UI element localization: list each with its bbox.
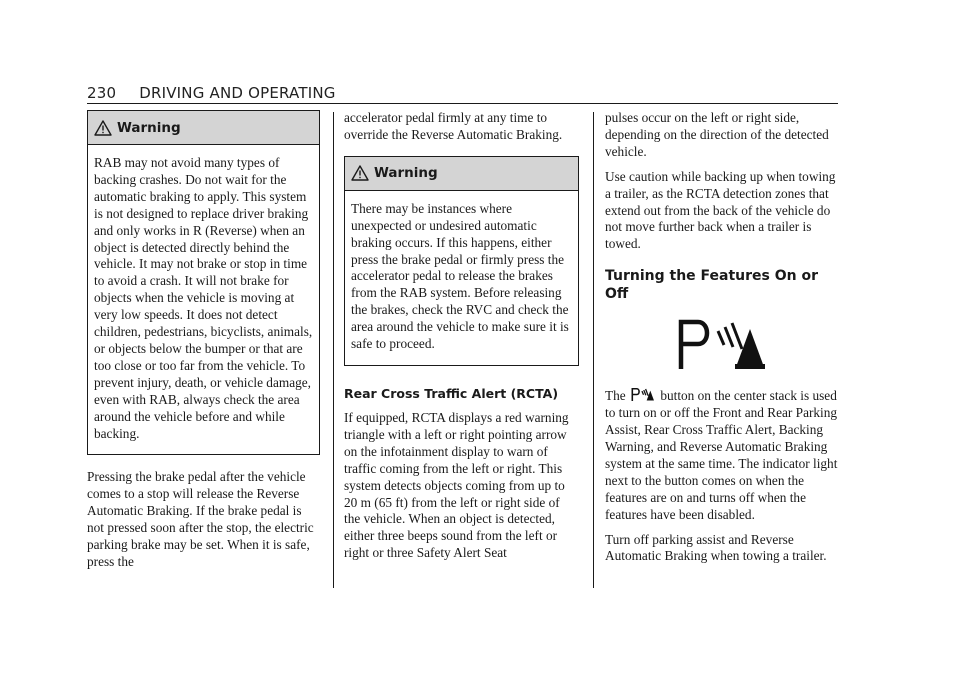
body-paragraph: Turn off parking assist and Reverse Automatic Braking when towing a trailer. [605, 531, 827, 564]
section-title: DRIVING AND OPERATING [139, 84, 336, 102]
park-assist-figure [605, 317, 839, 371]
warning-text: There may be instances where unexpected or undesired automatic braking occurs. If this happens, either press the brake pedal or firmly press the accelerator pedal to release the brakes from the RAB system. Before releasing the brakes, check the RVC and check the area around the vehicle to make sure it is safe to proceed. [351, 200, 569, 352]
paragraph-lead: The [605, 388, 626, 404]
body-paragraph: Pressing the brake pedal after the vehicle comes to a stop will release the Reverse Automatic Braking. If the brake pedal is not pressed soon after the stop, the electric parking brake may be set. When it is safe, press the [87, 469, 314, 569]
warning-header [345, 157, 578, 191]
header-rule [87, 103, 838, 104]
warning-header [88, 111, 319, 145]
body-paragraph: pulses occur on the left or right side, depending on the direction of the detected vehicle. [605, 110, 829, 159]
park-assist-icon [631, 387, 655, 402]
body-paragraph [605, 387, 839, 523]
paragraph-text: button on the center stack is used to turn on or off the Front and Rear Parking Assist, Rear Cross Traffic Alert, Backing Warning, and Reverse Automatic Braking system at the same time. The indicator light next to the button comes on when the features are on and turns off when the features have been disabled. [605, 388, 838, 522]
warning-triangle-icon [94, 120, 112, 136]
warning-text: RAB may not avoid many types of backing crashes. Do not wait for the automatic braking to apply. This system is not designed to replace driver braking and only works in R (Reverse) when an object is detected directly behind the vehicle. It may not brake or stop in time to avoid a crash. It will not brake for objects when the vehicle is moving at very low speeds. It does not detect children, pedestrians, bicyclists, animals, or objects below the bumper or that are too close or too far from the vehicle. To prevent injury, death, or vehicle damage, even with RAB, always check the area around the vehicle before and while backing. [94, 155, 313, 441]
body-paragraph: If equipped, RCTA displays a red warning triangle with a left or right pointing arrow on the infotainment display to warn of traffic coming from the left or right. This system detects objects coming from up to 20 m (65 ft) from the left or right side of the vehicle. When an object is detected, either three beeps sound from the left or right or three Safety Alert Seat [344, 409, 569, 561]
warning-title: Warning [374, 165, 438, 182]
park-assist-icon [676, 317, 768, 371]
warning-triangle-icon [351, 165, 369, 181]
column-2 [344, 110, 579, 570]
section-heading: Turning the Features On or Off [605, 268, 819, 303]
column-divider [593, 112, 594, 588]
page-number: 230 [87, 84, 117, 102]
body-paragraph: Use caution while backing up when towing a trailer, as the RCTA detection zones that extend out from the back of the vehicle do not move further back when a trailer is towed. [605, 168, 836, 252]
warning-title: Warning [117, 119, 181, 136]
body-paragraph: accelerator pedal firmly at any time to override the Reverse Automatic Braking. [344, 110, 563, 142]
page-header [87, 84, 336, 102]
column-1 [87, 110, 320, 579]
column-3 [605, 110, 839, 573]
column-divider [333, 112, 334, 588]
section-heading: Rear Cross Traffic Alert (RCTA) [344, 385, 559, 401]
warning-box [87, 110, 320, 455]
warning-box [344, 156, 579, 366]
